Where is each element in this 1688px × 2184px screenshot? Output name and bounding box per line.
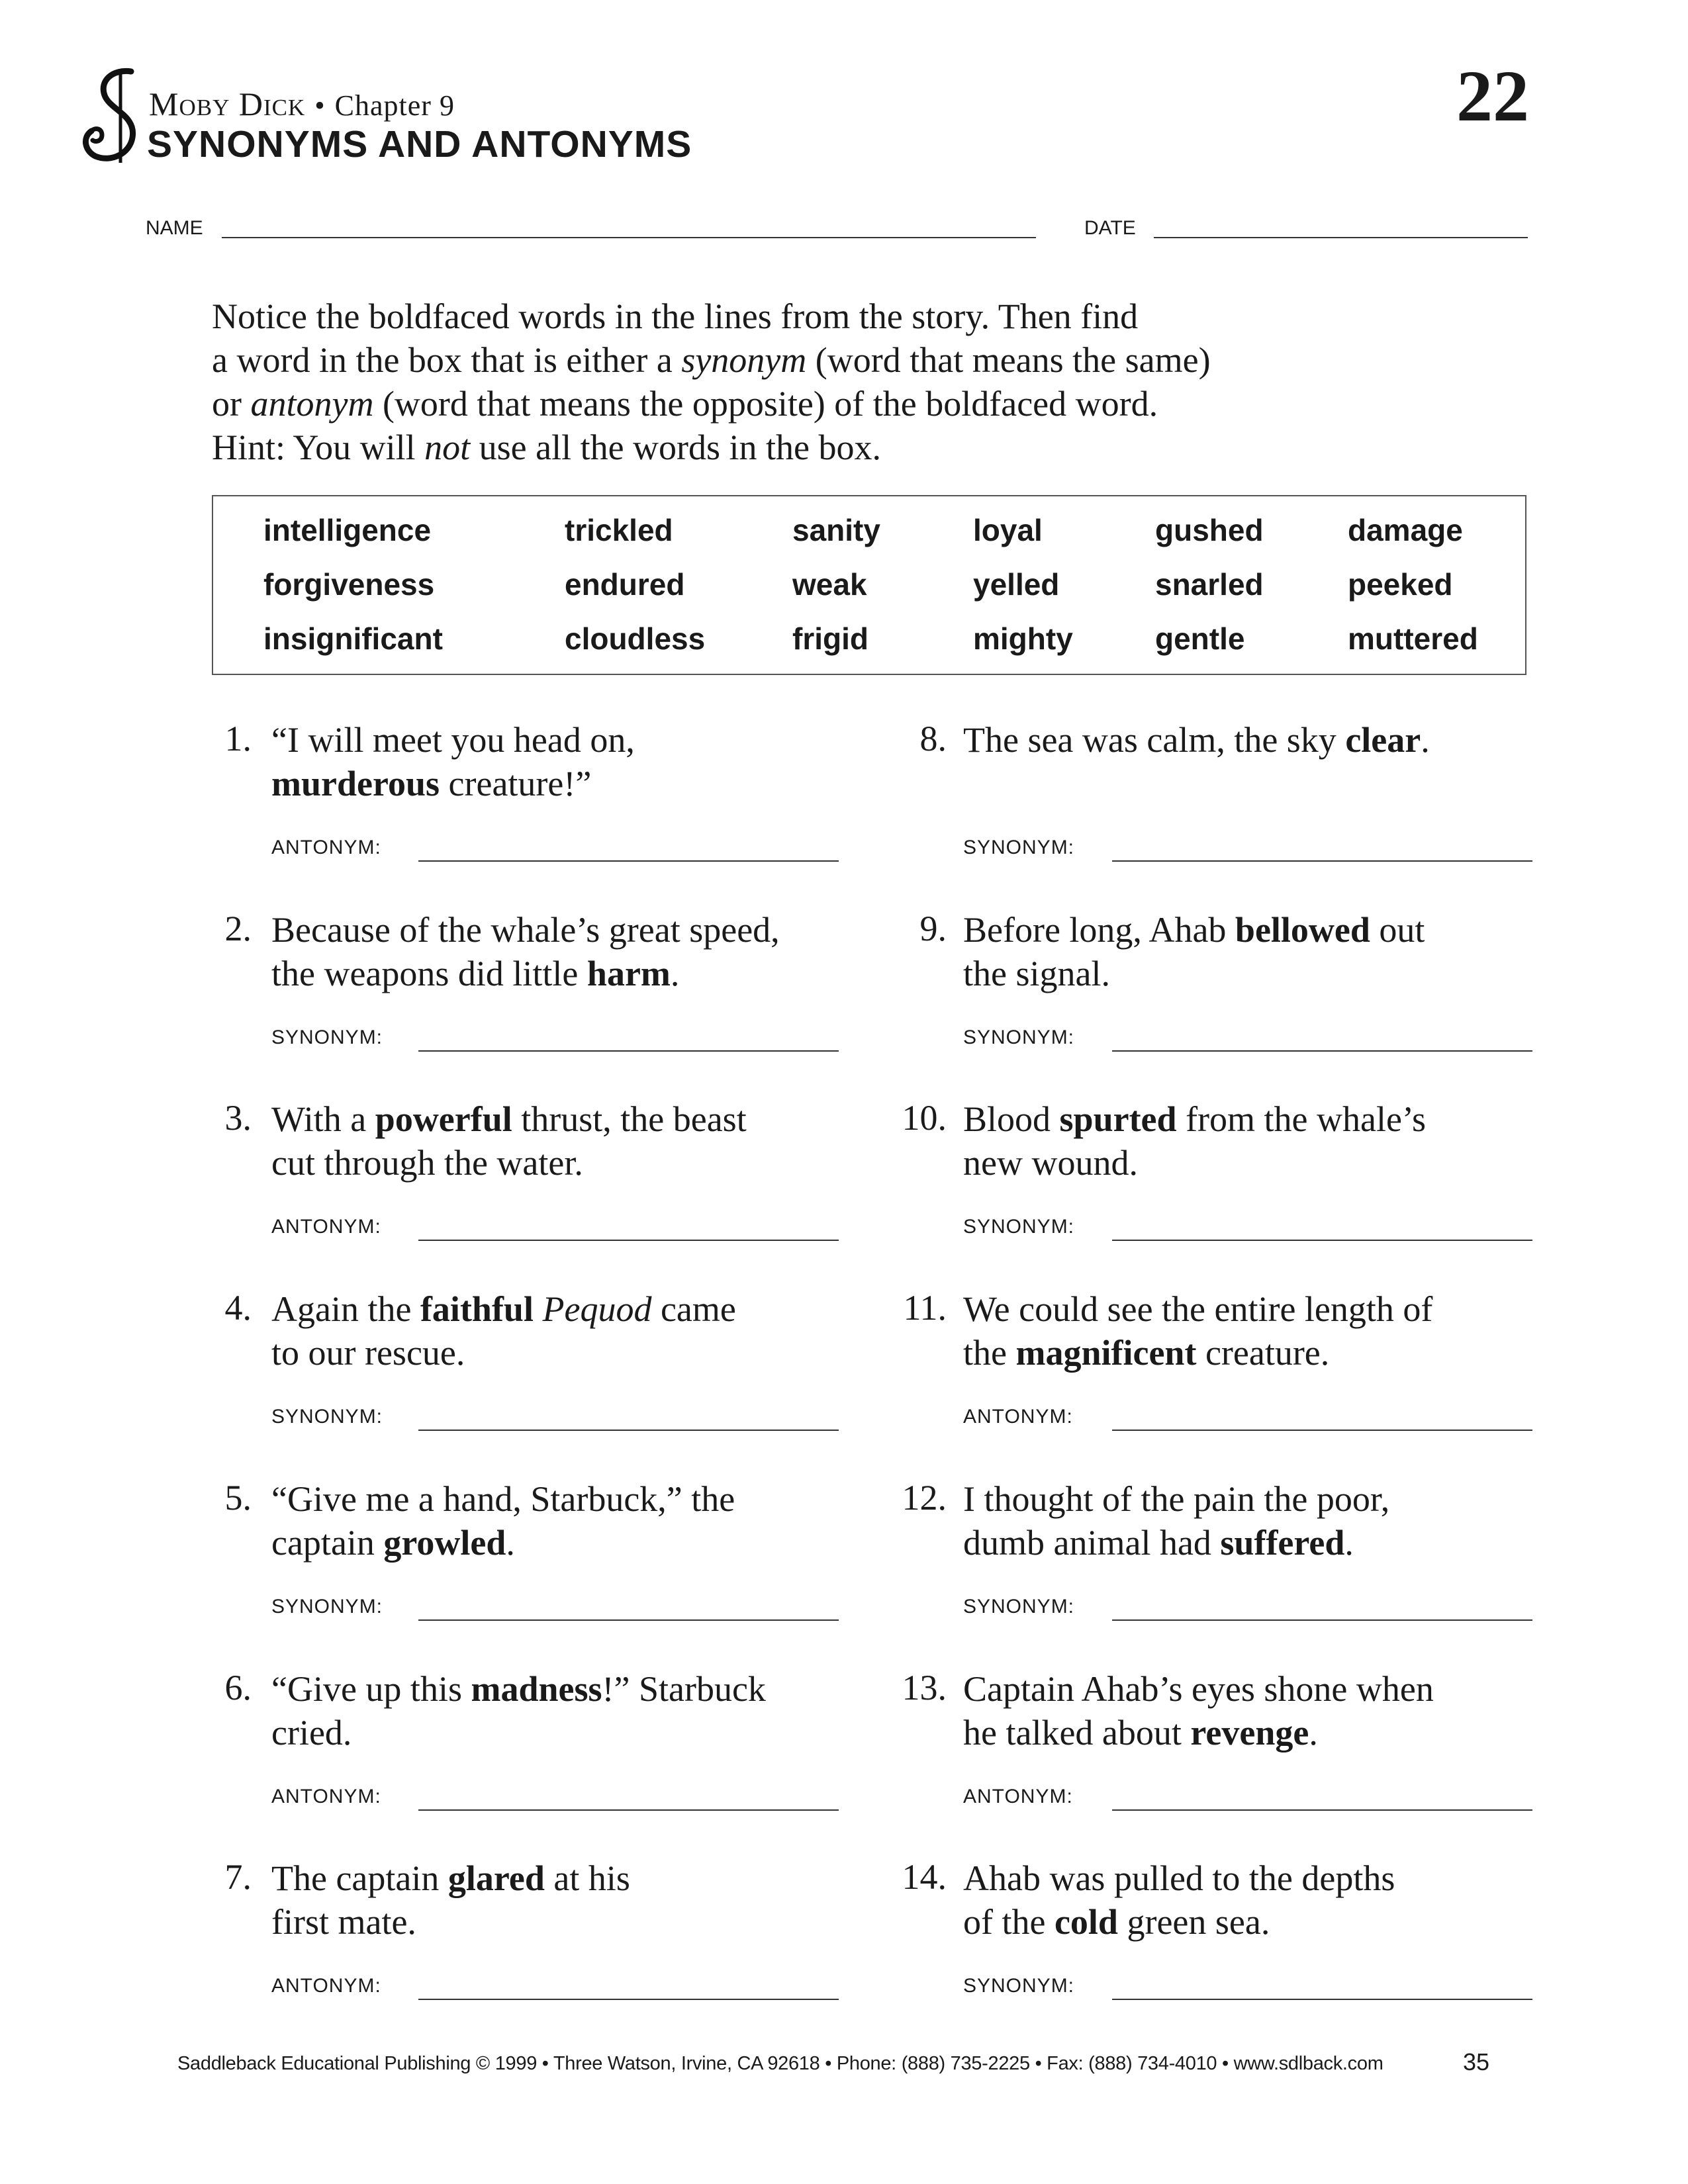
answer-field[interactable] [1112,1809,1532,1811]
ship-name: Pequod [542,1289,652,1329]
answer-label: ANTONYM: [271,837,381,858]
question-line-2 [271,1141,867,1185]
bold-word: revenge [1190,1713,1309,1752]
question-line-2 [271,952,867,995]
instructions-text: (word that means the same) [806,340,1211,380]
question-text [271,1477,867,1565]
question-number: 12. [902,1478,947,1518]
question-line-1 [963,1477,1559,1521]
word-bank-item: muttered [1348,621,1478,656]
question-text-part: thrust, the beast [512,1099,747,1139]
question-text-part: of the [963,1902,1055,1942]
name-field[interactable] [222,237,1036,238]
word-bank-item: frigid [792,621,868,656]
question-text [271,718,867,805]
answer-label: SYNONYM: [963,1975,1075,1997]
question-line-1 [963,1287,1559,1331]
question-line-2 [963,1711,1559,1754]
question-line-1 [271,908,867,952]
question-line-2 [963,952,1559,995]
answer-label: SYNONYM: [963,1216,1075,1238]
question-text-part: creature!” [440,764,592,803]
question-text-part: the [963,1333,1016,1373]
question-text-part: at his [544,1858,630,1898]
book-chapter-line [149,85,455,123]
answer-field[interactable] [418,1240,839,1241]
word-bank-item: peeked [1348,567,1453,602]
question-text [963,1097,1559,1185]
instructions [212,295,1403,469]
question-text-part: “Give me a hand, Starbuck,” the [271,1479,735,1519]
instructions-line [212,426,1403,469]
bold-word: harm [586,954,671,993]
question-text-part: dumb animal had [963,1523,1221,1563]
question-text [963,1287,1559,1375]
question-line-2 [271,1521,867,1565]
word-bank-item: yelled [973,567,1060,602]
question-line-2 [963,1521,1559,1565]
answer-field[interactable] [1112,1240,1532,1241]
answer-label: ANTONYM: [963,1786,1073,1807]
word-bank-item: loyal [973,513,1043,547]
question-number: 2. [224,909,252,948]
date-label: DATE [1084,217,1136,239]
bold-word: madness [471,1669,602,1709]
answer-label: SYNONYM: [963,1596,1075,1617]
question-line-2 [963,1331,1559,1375]
bold-word: cold [1054,1902,1118,1942]
question-text-part: Before long, Ahab [963,910,1235,950]
question-line-1 [271,1287,867,1331]
separator-dot: • [314,89,326,122]
question-line-1 [963,1856,1559,1900]
question-text-part: I thought of the pain the poor, [963,1479,1390,1519]
question-text-part: the signal. [963,954,1110,993]
question-line-2 [271,1900,867,1944]
answer-field[interactable] [418,1430,839,1431]
question-text-part: cried. [271,1713,352,1752]
question-text-part: !” Starbuck [602,1669,766,1709]
publisher-footer: Saddleback Educational Publishing © 1999 • Three Watson, Irvine, CA 92618 • Phone: (888) 735-2225 • Fax: (888) 734-4010 • www.sdlback.com [177,2053,1383,2074]
instructions-emphasis: antonym [250,384,374,424]
question-text [963,1667,1559,1754]
question-text [271,1097,867,1185]
answer-field[interactable] [418,1999,839,2000]
question-number: 13. [902,1668,947,1707]
question-number: 10. [902,1098,947,1138]
answer-label: SYNONYM: [271,1026,383,1048]
question-number: 8. [919,719,947,758]
question-text-part: creature. [1196,1333,1330,1373]
instructions-emphasis: synonym [681,340,807,380]
question-text-part: Because of the whale’s great speed, [271,910,780,950]
instructions-text: Hint: You will [212,428,425,467]
question-text-part: We could see the entire length of [963,1289,1433,1329]
answer-field[interactable] [418,860,839,862]
question-line-1 [963,908,1559,952]
question-text-part: The captain [271,1858,448,1898]
question-line-1 [271,1667,867,1711]
word-bank-item: sanity [792,513,880,547]
question-number: 5. [224,1478,252,1518]
question-text [963,718,1559,762]
bold-word: growled [383,1523,506,1563]
instructions-line [212,338,1403,382]
date-field[interactable] [1154,237,1528,238]
answer-label: ANTONYM: [271,1216,381,1238]
answer-field[interactable] [1112,1999,1532,2000]
word-bank-item: gentle [1155,621,1245,656]
answer-field[interactable] [1112,1050,1532,1052]
footer-page-number: 35 [1463,2048,1490,2075]
bold-word: glared [447,1858,545,1898]
question-text [963,1477,1559,1565]
question-line-1 [963,718,1559,762]
question-text-part: he talked about [963,1713,1191,1752]
instructions-emphasis: not [424,428,471,467]
question-line-1 [963,1097,1559,1141]
question-text-part: to our rescue. [271,1333,465,1373]
answer-field[interactable] [1112,1619,1532,1621]
question-text-part: . [670,954,680,993]
word-bank-item: forgiveness [263,567,435,602]
question-number: 9. [919,909,947,948]
answer-field[interactable] [418,1050,839,1052]
question-number: 4. [224,1288,252,1328]
answer-field[interactable] [1112,860,1532,862]
question-text-part: new wound. [963,1143,1138,1183]
question-text-part: Again the [271,1289,420,1329]
question-line-1 [271,1856,867,1900]
question-text-part: The sea was calm, the sky [963,720,1346,760]
worksheet-number: 22 [1456,56,1529,136]
word-bank-item: damage [1348,513,1463,547]
question-text-part: Ahab was pulled to the depths [963,1858,1395,1898]
question-text-part: captain [271,1523,384,1563]
question-text [271,1667,867,1754]
answer-field[interactable] [1112,1430,1532,1431]
question-line-1 [271,1097,867,1141]
word-bank-item: snarled [1155,567,1264,602]
publisher-logo-icon [73,66,152,165]
instructions-text: a word in the box that is either a [212,340,682,380]
question-text [963,1856,1559,1944]
word-bank-item: insignificant [263,621,443,656]
question-text-part: With a [271,1099,375,1139]
answer-label: ANTONYM: [963,1406,1073,1428]
word-bank-item: intelligence [263,513,432,547]
question-number: 6. [224,1668,252,1707]
question-text [963,908,1559,995]
name-label: NAME [146,217,203,239]
instructions-text: use all the words in the box. [470,428,882,467]
question-text-part [534,1289,543,1329]
question-text-part: the weapons did little [271,954,587,993]
answer-label: ANTONYM: [271,1786,381,1807]
word-bank-item: mighty [973,621,1073,656]
word-bank-item: weak [792,567,867,602]
bold-word: murderous [271,764,440,803]
question-line-2 [963,1900,1559,1944]
word-bank-item: gushed [1155,513,1264,547]
question-text-part: cut through the water. [271,1143,583,1183]
question-line-1 [271,718,867,762]
page-title: SYNONYMS AND ANTONYMS [147,123,692,165]
question-text [271,1856,867,1944]
instructions-line [212,295,1403,338]
question-line-2 [963,1141,1559,1185]
question-number: 3. [224,1098,252,1138]
bold-word: faithful [420,1289,534,1329]
question-text-part: Captain Ahab’s eyes shone when [963,1669,1434,1709]
question-number: 7. [224,1857,252,1897]
instructions-text: (word that means the opposite) of the boldfaced word. [373,384,1158,424]
question-line-1 [963,1667,1559,1711]
question-text-part: . [1421,720,1430,760]
question-text-part: “I will meet you head on, [271,720,635,760]
instructions-text: Notice the boldfaced words in the lines from the story. Then find [212,296,1139,336]
answer-field[interactable] [418,1809,839,1811]
question-text [271,1287,867,1375]
question-line-2 [271,762,867,805]
answer-label: SYNONYM: [963,837,1075,858]
question-line-2 [271,1711,867,1754]
chapter-label: Chapter 9 [334,89,455,122]
answer-label: SYNONYM: [271,1406,383,1428]
question-number: 11. [903,1288,947,1328]
bold-word: powerful [375,1099,512,1139]
question-line-2 [271,1331,867,1375]
question-text [271,908,867,995]
answer-label: ANTONYM: [271,1975,381,1997]
question-number: 14. [902,1857,947,1897]
bold-word: spurted [1059,1099,1177,1139]
answer-label: SYNONYM: [963,1026,1075,1048]
word-bank-item: cloudless [565,621,706,656]
question-text-part: Blood [963,1099,1060,1139]
bold-word: suffered [1220,1523,1345,1563]
question-text-part: . [506,1523,515,1563]
question-line-1 [271,1477,867,1521]
bold-word: clear [1345,720,1421,760]
question-text-part: green sea. [1117,1902,1270,1942]
question-text-part: . [1309,1713,1318,1752]
answer-label: SYNONYM: [271,1596,383,1617]
instructions-text: or [212,384,251,424]
question-text-part: first mate. [271,1902,416,1942]
word-bank-item: endured [565,567,685,602]
answer-field[interactable] [418,1619,839,1621]
question-text-part: out [1370,910,1425,950]
question-text-part: came [651,1289,736,1329]
question-number: 1. [224,719,252,758]
question-text-part: . [1344,1523,1354,1563]
book-title: Moby Dick [149,85,306,122]
instructions-line [212,382,1403,426]
question-text-part: from the whale’s [1176,1099,1426,1139]
bold-word: magnificent [1015,1333,1197,1373]
question-text-part: “Give up this [271,1669,471,1709]
word-bank-item: trickled [565,513,673,547]
bold-word: bellowed [1235,910,1370,950]
